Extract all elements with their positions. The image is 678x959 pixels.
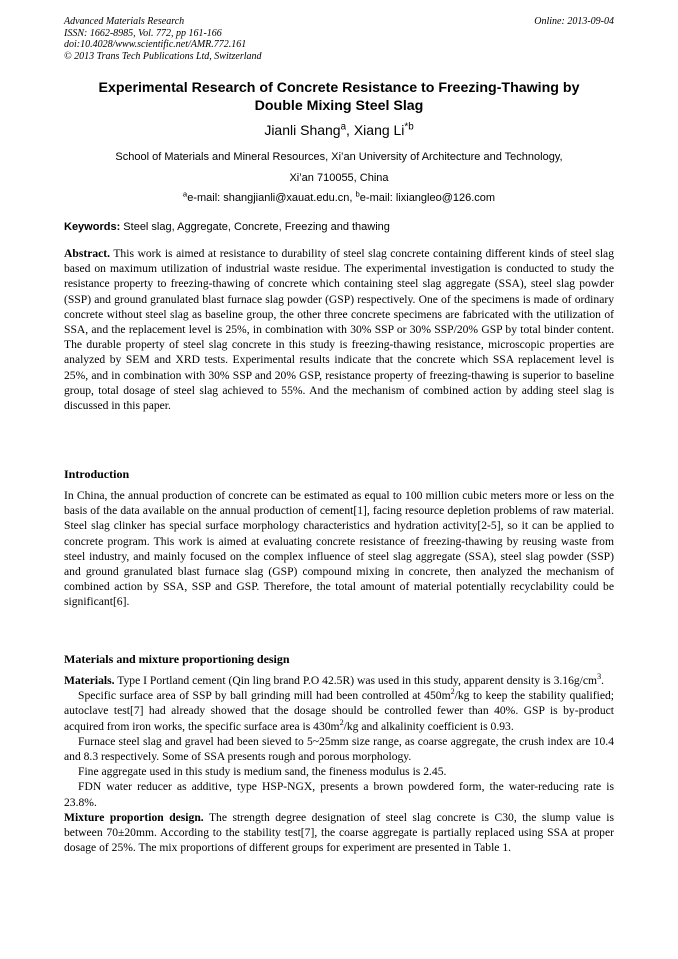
aggregate-paragraph: Furnace steel slag and gravel had been sieved to 5~25mm size range, as coarse aggregate, the crush index are 10.4 and 8.3 respectively. Some of SSA presents rough and porous morphology. (64, 734, 614, 764)
online-date: Online: 2013-09-04 (534, 16, 614, 27)
copyright-line: © 2013 Trans Tech Publications Ltd, Switzerland (64, 50, 262, 62)
doi-line: doi:10.4028/www.scientific.net/AMR.772.161 (64, 39, 247, 51)
mixture-paragraph (64, 810, 614, 856)
materials-text: Type I Portland cement (Qin ling brand P.O 42.5R) was used in this study, apparent density is 3.16g/cm (114, 674, 598, 687)
m2-sup-1: 2 (450, 687, 455, 697)
water-reducer-paragraph: FDN water reducer as additive, type HSP-NGX, presents a brown powdered form, the water-reducing rate is 23.8%. (64, 780, 614, 809)
title-line-1: Experimental Research of Concrete Resistance to Freezing-Thawing by (98, 80, 580, 96)
ssp-text-a: Specific surface area of SSP by ball grinding mill had been controlled at 450m (78, 689, 451, 703)
abstract (64, 246, 614, 413)
ssp-text-c: /kg and alkalinity coefficient is 0.93. (343, 719, 514, 733)
keywords-label: Keywords: (64, 221, 121, 233)
mixture-label: Mixture proportion design. (64, 810, 204, 824)
author-separator: , (346, 122, 354, 138)
materials-section (64, 673, 614, 855)
author-2-affil: *b (404, 121, 414, 133)
journal-header (64, 16, 262, 62)
author-1: Jianli Shang (264, 122, 341, 138)
email-b-sup: b (355, 189, 360, 199)
materials-text-end: . (601, 674, 605, 687)
fine-aggregate-paragraph: Fine aggregate used in this study is medium sand, the fineness modulus is 2.45. (78, 765, 447, 779)
materials-paragraph (64, 673, 614, 688)
title-line-2: Double Mixing Steel Slag (254, 98, 424, 114)
cm3-sup: 3 (597, 672, 602, 682)
issn-line: ISSN: 1662-8985, Vol. 772, pp 161-166 (64, 27, 222, 39)
email-a: e-mail: shangjianli@xauat.edu.cn, (187, 192, 356, 204)
materials-label: Materials. (64, 674, 115, 687)
abstract-label: Abstract. (64, 247, 111, 260)
materials-heading: Materials and mixture proportioning design (64, 652, 290, 666)
email-b: e-mail: lixiangleo@126.com (359, 192, 496, 204)
m2-sup-2: 2 (339, 717, 344, 727)
emails-line (64, 191, 614, 205)
email-a-sup: a (182, 189, 188, 199)
keywords (64, 220, 614, 234)
introduction-text: In China, the annual production of concrete can be estimated as equal to 100 million cubic meters more or less on the basis of the data available on the annual production of cement[1], facing resource depletion problems of raw material. Steel slag clinker has special surface morphology characteristics and hydration activity[2-5], so it can be applied to concrete program. This work is aimed at evaluating concrete resistance of freezing-thawing by reusing waste from steel industry, and mainly focused on the complex influence of steel slag aggregate (SSA), steel slag powder (SSP) and ground granulated blast furnace slag (GSP) compound mixing in concrete, then analyzed the mechanism of combined action by SSA, SSP and GSP. Therefore, the total amount of material potentially recyclability could be significant[6]. (64, 489, 614, 609)
affiliation-line-2: Xi’an 710055, China (289, 172, 389, 184)
introduction-heading: Introduction (64, 467, 130, 481)
author-2: Xiang Li (353, 122, 405, 138)
keywords-text: Steel slag, Aggregate, Concrete, Freezing and thawing (120, 221, 390, 233)
journal-name: Advanced Materials Research (64, 16, 185, 27)
ssp-text-b: /kg to keep the stability qualified; autoclave test[7] had already showed that the dosage should be controlled fewer than 40%. GSP is by-product acquired from iron works, the specific surface area is 430m (64, 689, 614, 733)
author-1-affil: a (340, 121, 347, 133)
authors-line (64, 121, 614, 139)
mixture-text: The strength degree designation of steel slag concrete is C30, the slump value is between 70±20mm. According to the stability test[7], the coarse aggregate is partially replaced using SSA at proper dosage of 25%. The mix proportions of different groups for experiment are presented in Table 1. (64, 810, 614, 855)
paper-title (50, 79, 628, 115)
affiliation-line-1: School of Materials and Mineral Resources, Xi’an University of Architecture and Technology, (115, 151, 563, 163)
abstract-text: This work is aimed at resistance to durability of steel slag concrete containing different kinds of steel slag based on maximum utilization of industrial waste residue. The experimental investigation is conducted to study the resistance property to freezing-thawing of concrete which containing steel slag aggregate (SSA), steel slag powder (SSP) and ground granulated blast furnace slag powder (GSP) respectively. One of the specimens is made of ordinary concrete without steel slag as baseline group, the other three concrete specimens are fabricated with the utilization of SSA, and the replacement level is 25%, in combination with 30% SSP or 30% SSP/20% GSP by total binder content. The durable property of steel slag concrete in this study is freezing-thawing resistance, microscopic properties are analyzed by SEM and XRD tests. Experimental results indicate that the concrete which SSA replacement level is 25%, and in combination with 30% SSP and 20% GSP, resistance property of freezing-thawing is superior to baseline group, total dosage of steel slag achieved to 55%. And the mechanism of combined action by adding steel slag is discussed in this paper. (64, 247, 614, 413)
ssp-paragraph (64, 688, 614, 734)
